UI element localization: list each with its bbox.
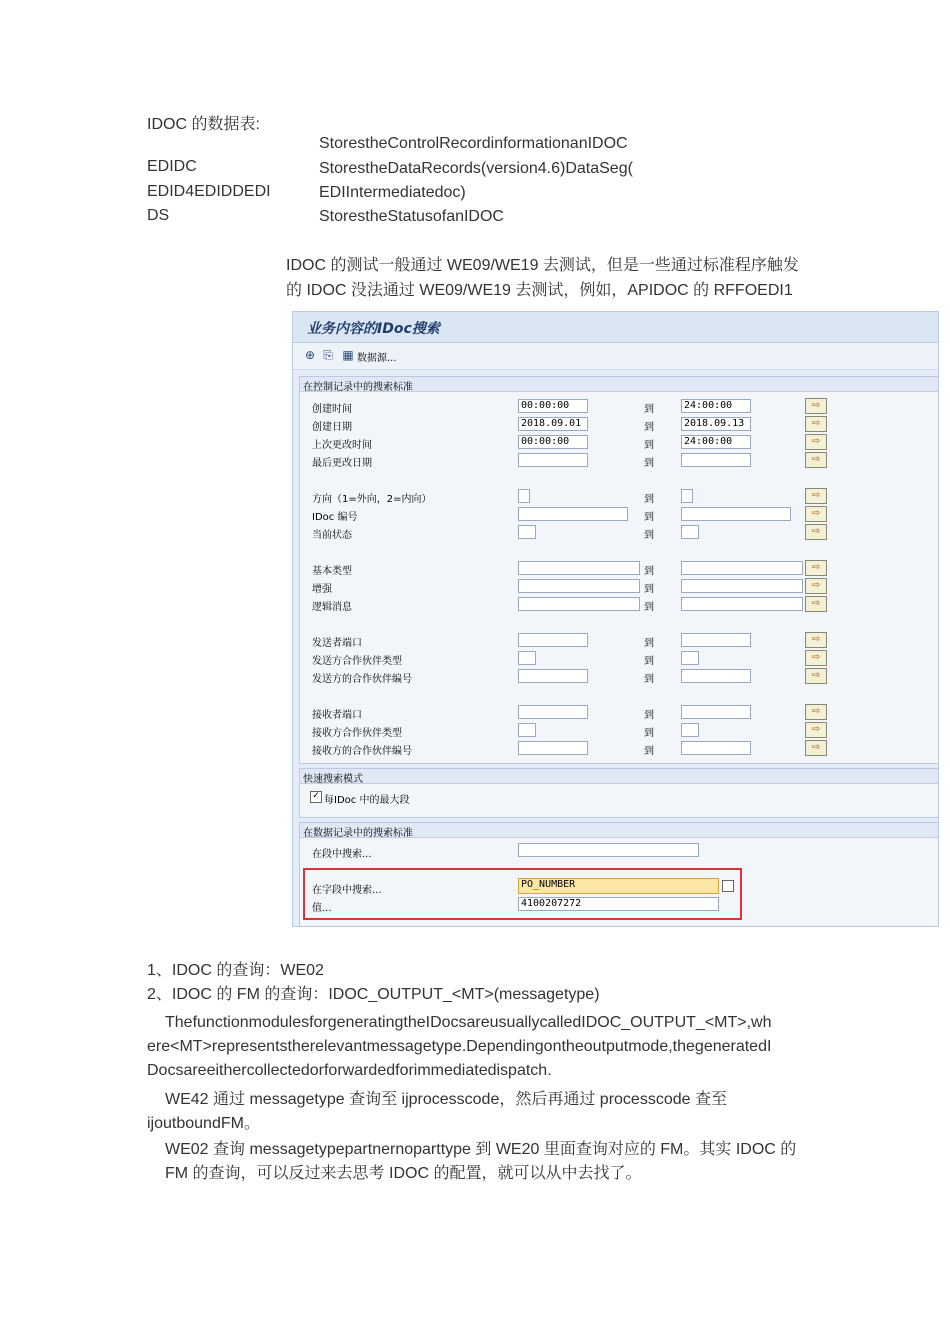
paragraph-line: WE42 通过 messagetype 查询至 ijprocesscode，然后再通过 processcode 查至 <box>165 1091 727 1108</box>
criteria-label: 发送方合作伙伴类型 <box>312 656 402 667</box>
criteria-label: 最后更改日期 <box>312 458 372 469</box>
to-label: 到 <box>644 602 654 613</box>
to-input[interactable] <box>681 651 699 665</box>
multiple-selection-button[interactable]: ⇨ <box>805 650 827 666</box>
criteria-label: 上次更改时间 <box>312 440 372 451</box>
to-label: 到 <box>644 530 654 541</box>
paragraph-line: IDOC 的测试一般通过 WE09/WE19 去测试，但是一些通过标准程序触发 <box>286 257 799 274</box>
to-label: 到 <box>644 584 654 595</box>
to-input[interactable] <box>681 633 751 647</box>
from-input[interactable] <box>518 651 536 665</box>
from-input[interactable] <box>518 597 640 611</box>
criteria-label: 接收者端口 <box>312 710 362 721</box>
table-description: EDIIntermediatedoc) <box>319 184 466 201</box>
to-input[interactable] <box>681 579 803 593</box>
field-search-label: 在字段中搜索... <box>312 885 382 896</box>
to-input[interactable] <box>681 669 751 683</box>
multiple-selection-button[interactable]: ⇨ <box>805 434 827 450</box>
from-input[interactable] <box>518 453 588 467</box>
criteria-label: 发送方的合作伙伴编号 <box>312 674 412 685</box>
paragraph-line: WE02 查询 messagetypepartnernoparttype 到 WE20 里面查询对应的 FM。其实 IDOC 的 <box>165 1141 797 1158</box>
multiple-selection-button[interactable]: ⇨ <box>805 668 827 684</box>
paragraph-line: ijoutboundFM。 <box>147 1115 260 1132</box>
from-input[interactable] <box>518 633 588 647</box>
criteria-label: 接收方合作伙伴类型 <box>312 728 402 739</box>
multiple-selection-button[interactable]: ⇨ <box>805 704 827 720</box>
sap-idoc-search-screen <box>292 311 939 927</box>
from-input[interactable] <box>518 525 536 539</box>
to-input[interactable] <box>681 525 699 539</box>
to-label: 到 <box>644 494 654 505</box>
multiple-selection-button[interactable]: ⇨ <box>805 506 827 522</box>
from-input[interactable]: 00:00:00 <box>518 399 588 413</box>
criteria-label: 当前状态 <box>312 530 352 541</box>
from-input[interactable] <box>518 507 628 521</box>
paragraph-line: Docsareeithercollectedorforwardedforimmediatedispatch. <box>147 1062 552 1079</box>
data-source-icon[interactable]: ▦ <box>342 348 354 362</box>
to-input[interactable] <box>681 705 751 719</box>
segment-search-input[interactable] <box>518 843 699 857</box>
table-name: EDID4EDIDDEDI <box>147 183 271 200</box>
multiple-selection-button[interactable]: ⇨ <box>805 488 827 504</box>
value-input[interactable]: 4100207272 <box>518 897 719 911</box>
multiple-selection-button[interactable]: ⇨ <box>805 740 827 756</box>
paragraph-line: FM 的查询，可以反过来去思考 IDOC 的配置，就可以从中去找了。 <box>165 1165 642 1182</box>
intro-heading: IDOC 的数据表: <box>147 116 260 133</box>
list-item: 2、IDOC 的 FM 的查询：IDOC_OUTPUT_<MT>(messagetype) <box>147 986 600 1003</box>
to-label: 到 <box>644 512 654 523</box>
to-input[interactable] <box>681 597 803 611</box>
data-source-button[interactable]: 数据源... <box>357 353 397 364</box>
to-label: 到 <box>644 728 654 739</box>
criteria-label: 创建时间 <box>312 404 352 415</box>
max-segments-checkbox[interactable]: ✓ <box>310 791 322 803</box>
to-input[interactable] <box>681 489 693 503</box>
multiple-selection-button[interactable]: ⇨ <box>805 632 827 648</box>
to-input[interactable]: 2018.09.13 <box>681 417 751 431</box>
to-label: 到 <box>644 566 654 577</box>
multiple-selection-button[interactable]: ⇨ <box>805 596 827 612</box>
from-input[interactable] <box>518 489 530 503</box>
to-input[interactable] <box>681 723 699 737</box>
sap-title-bar <box>293 312 938 343</box>
to-input[interactable] <box>681 561 803 575</box>
table-name: EDIDC <box>147 158 197 175</box>
from-input[interactable] <box>518 723 536 737</box>
to-input[interactable]: 24:00:00 <box>681 399 751 413</box>
to-label: 到 <box>644 746 654 757</box>
multiple-selection-button[interactable]: ⇨ <box>805 452 827 468</box>
criteria-label: 增强 <box>312 584 332 595</box>
from-input[interactable] <box>518 579 640 593</box>
multiple-selection-button[interactable]: ⇨ <box>805 560 827 576</box>
sap-title: 业务内容的IDoc搜索 <box>307 321 440 337</box>
to-label: 到 <box>644 638 654 649</box>
paragraph-line: ThefunctionmodulesforgeneratingtheIDocsareusuallycalledIDOC_OUTPUT_<MT>,wh <box>165 1014 772 1031</box>
multiple-selection-button[interactable]: ⇨ <box>805 722 827 738</box>
table-description: StorestheControlRecordinformationanIDOC <box>319 135 628 152</box>
control-record-group <box>299 376 939 764</box>
from-input[interactable]: 2018.09.01 <box>518 417 588 431</box>
multiple-selection-button[interactable]: ⇨ <box>805 524 827 540</box>
to-input[interactable] <box>681 453 751 467</box>
to-label: 到 <box>644 710 654 721</box>
to-label: 到 <box>644 458 654 469</box>
from-input[interactable] <box>518 741 588 755</box>
multiple-selection-button[interactable]: ⇨ <box>805 578 827 594</box>
from-input[interactable]: 00:00:00 <box>518 435 588 449</box>
multiple-selection-button[interactable]: ⇨ <box>805 416 827 432</box>
to-input[interactable]: 24:00:00 <box>681 435 751 449</box>
criteria-label: 基本类型 <box>312 566 352 577</box>
paragraph-line: ere<MT>representstherelevantmessagetype.Dependingontheoutputmode,thegeneratedI <box>147 1038 772 1055</box>
criteria-label: IDoc 编号 <box>312 512 358 523</box>
criteria-label: 接收方的合作伙伴编号 <box>312 746 412 757</box>
to-label: 到 <box>644 440 654 451</box>
group-header: 在数据记录中的搜索标准 <box>303 828 413 839</box>
sap-toolbar <box>293 343 938 370</box>
to-label: 到 <box>644 674 654 685</box>
to-label: 到 <box>644 422 654 433</box>
criteria-label: 方向（1=外向，2=内向） <box>312 494 432 505</box>
highlight-box <box>303 868 742 920</box>
segment-search-label: 在段中搜索... <box>312 849 372 860</box>
execute-icon[interactable]: ⊕ <box>304 348 316 362</box>
variant-icon[interactable]: ⎘ <box>323 348 333 362</box>
fast-search-group <box>299 768 939 818</box>
criteria-label: 创建日期 <box>312 422 352 433</box>
paragraph-line: 的 IDOC 没法通过 WE09/WE19 去测试，例如，APIDOC 的 RFFOEDI1 <box>286 282 793 299</box>
table-description: StorestheStatusofanIDOC <box>319 208 504 225</box>
from-input[interactable] <box>518 561 640 575</box>
criteria-label: 逻辑消息 <box>312 602 352 613</box>
to-input[interactable] <box>681 507 791 521</box>
group-header: 快速搜索模式 <box>303 774 363 785</box>
criteria-label: 发送者端口 <box>312 638 362 649</box>
field-search-input[interactable]: PO_NUMBER <box>518 878 719 894</box>
list-item: 1、IDOC 的查询：WE02 <box>147 962 324 979</box>
from-input[interactable] <box>518 669 588 683</box>
from-input[interactable] <box>518 705 588 719</box>
multiple-selection-button[interactable]: ⇨ <box>805 398 827 414</box>
to-label: 到 <box>644 404 654 415</box>
checkbox-label: 每IDoc 中的最大段 <box>324 795 410 806</box>
value-label: 值... <box>312 903 332 914</box>
table-name: DS <box>147 207 170 224</box>
group-header: 在控制记录中的搜索标准 <box>303 382 413 393</box>
to-input[interactable] <box>681 741 751 755</box>
to-label: 到 <box>644 656 654 667</box>
table-description: StorestheDataRecords(version4.6)DataSeg( <box>319 160 633 177</box>
